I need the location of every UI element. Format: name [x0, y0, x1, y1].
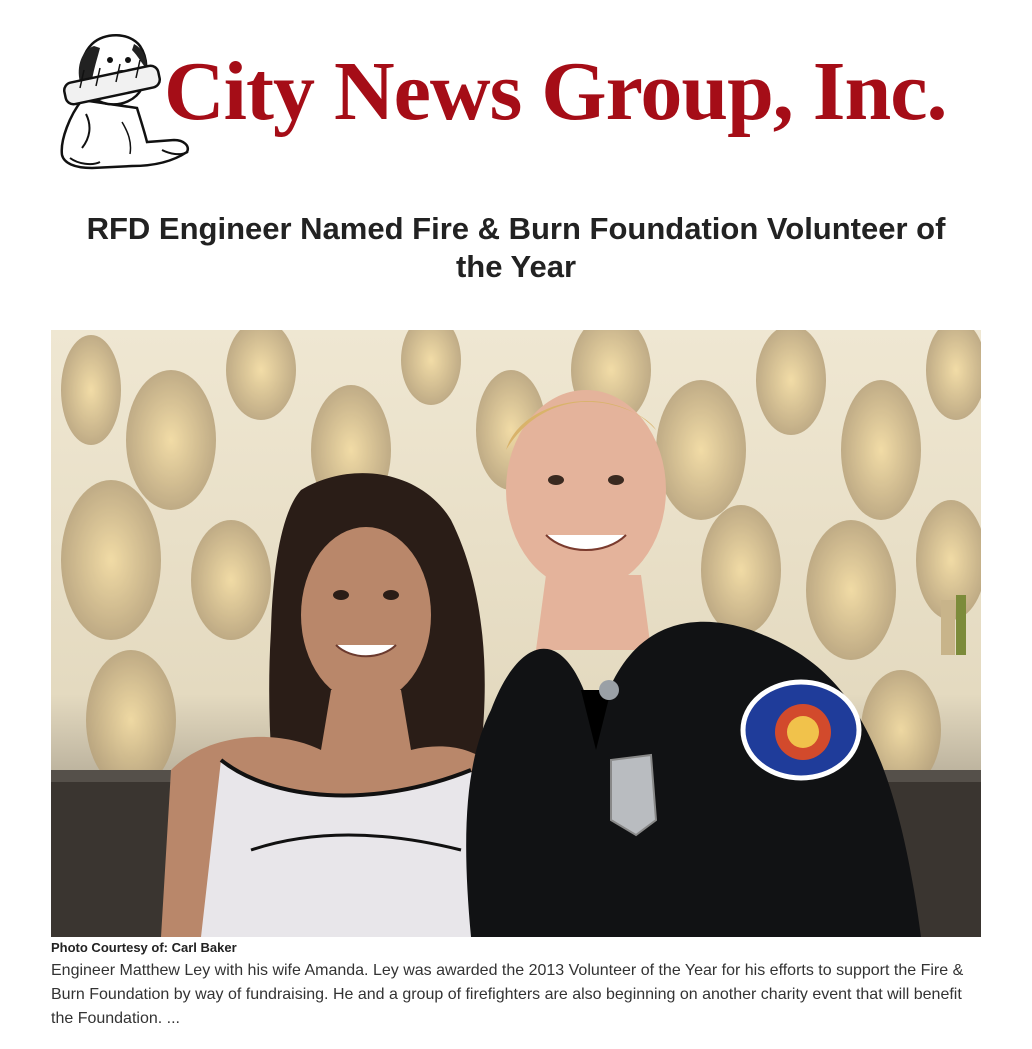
photo-caption: Engineer Matthew Ley with his wife Amanda. Ley was awarded the 2013 Volunteer of the Year for his efforts to support the Fire & Burn Foundation by way of fundraising. He and a group of firefighters are also beginning on another charity event that will benefit the Foundation. ...: [51, 962, 964, 1027]
article-photo: [51, 330, 981, 937]
photo-credit: Photo Courtesy of: Carl Baker: [51, 940, 237, 955]
article-headline: RFD Engineer Named Fire & Burn Foundation Volunteer of the Year: [86, 211, 946, 284]
site-logo-text[interactable]: City News Group, Inc.: [164, 45, 947, 138]
masthead: [52, 30, 982, 175]
